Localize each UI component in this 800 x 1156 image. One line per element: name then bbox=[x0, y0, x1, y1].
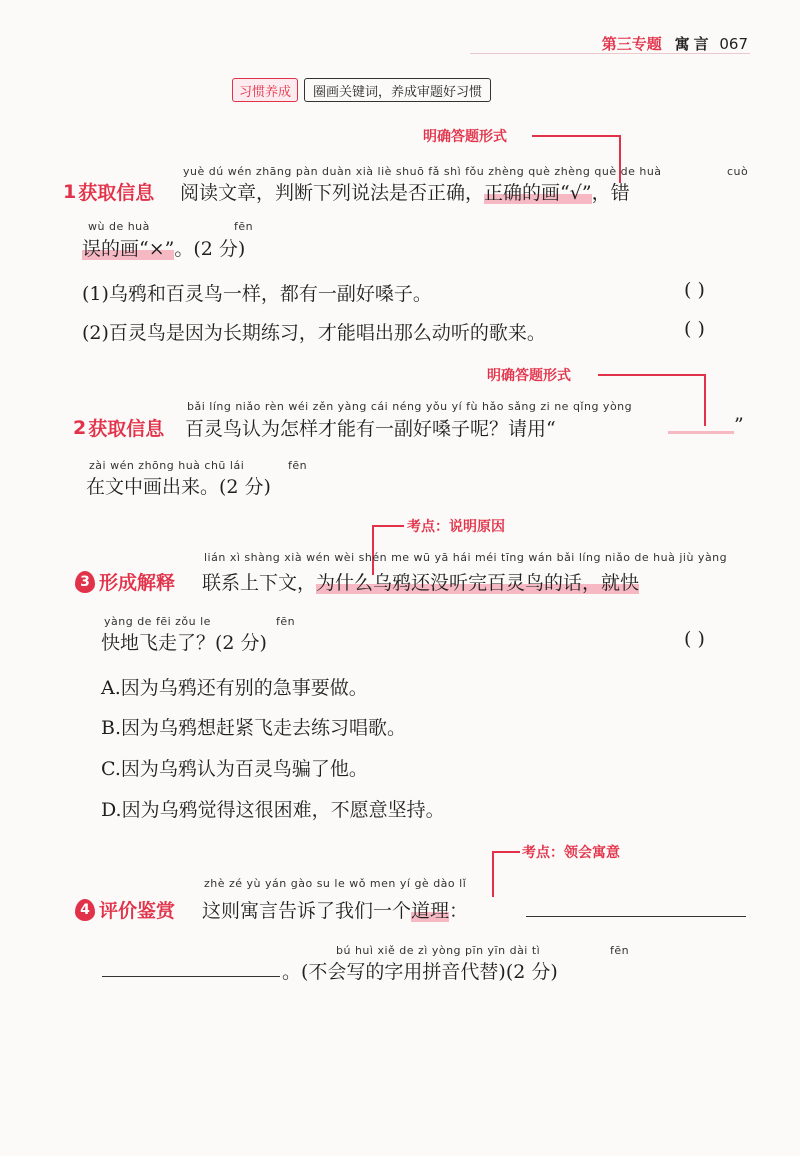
q1-item-1: (1)乌鸦和百灵鸟一样，都有一副好嗓子。 bbox=[82, 283, 432, 305]
tip-text: 圈画关键词，养成审题好习惯 bbox=[304, 78, 491, 102]
q1-pinyin-2: wù de huà bbox=[88, 220, 150, 233]
q1-stem2-b: 。(2 分) bbox=[174, 238, 246, 260]
q2-note: 明确答题形式 bbox=[487, 368, 571, 384]
q3-pinyin-1: lián xì shàng xià wén wèi shén me wū yā hái méi tīng wán bǎi líng niǎo de huà jiù yàng bbox=[204, 551, 728, 564]
page-number: 067 bbox=[719, 35, 748, 53]
q3-stem-line2: 快地飞走了？(2 分) bbox=[101, 632, 267, 654]
q3-label-text: 形成解释 bbox=[99, 572, 176, 594]
q2-stem-line2: 在文中画出来。(2 分) bbox=[86, 476, 271, 498]
q3-option-c[interactable]: C.因为乌鸦认为百灵鸟骗了他。 bbox=[101, 758, 368, 780]
q1-stem-line2 bbox=[82, 234, 245, 261]
q4-stem-b-highlight: 道理 bbox=[411, 900, 450, 922]
q1-item-2: (2)百灵鸟是因为长期练习，才能唱出那么动听的歌来。 bbox=[82, 322, 546, 344]
q2-number: 2 bbox=[73, 416, 87, 439]
q4-pinyin-1: zhè zé yù yán gào su le wǒ men yí gè dào lǐ bbox=[204, 877, 467, 890]
q4-note-arrow bbox=[492, 851, 520, 853]
q1-pinyin-1: yuè dú wén zhāng pàn duàn xià liè shuō fǎ shì fǒu zhèng què zhèng què de huà bbox=[183, 165, 662, 178]
header-divider bbox=[470, 53, 750, 54]
q1-stem2-highlight: 误的画“×” bbox=[82, 238, 175, 260]
q4-answer-line-1[interactable] bbox=[526, 916, 746, 917]
q3-stem-b-highlight: 为什么乌鸦还没听完百灵鸟的话，就快 bbox=[316, 572, 640, 594]
q2-pinyin-2b: fēn bbox=[288, 459, 308, 472]
q1-pinyin-1b: cuò bbox=[727, 165, 749, 178]
q3-pinyin-2b: fēn bbox=[276, 615, 296, 628]
q4-note: 考点：领会寓意 bbox=[522, 845, 620, 861]
q4-pinyin-2: bú huì xiě de zì yòng pīn yīn dài tì bbox=[336, 944, 541, 957]
q1-stem-a: 阅读文章，判断下列说法是否正确， bbox=[180, 182, 485, 204]
q3-stem-a: 联系上下文， bbox=[202, 572, 317, 594]
q1-label bbox=[63, 178, 154, 205]
q4-pinyin-2b: fēn bbox=[610, 944, 630, 957]
q4-stem-line1 bbox=[202, 896, 468, 923]
q1-label-text: 获取信息 bbox=[78, 182, 155, 204]
tip-tag: 习惯养成 bbox=[232, 78, 298, 102]
q3-option-b[interactable]: B.因为乌鸦想赶紧飞走去练习唱歌。 bbox=[101, 717, 407, 739]
q2-pinyin-2: zài wén zhōng huà chū lái bbox=[89, 459, 245, 472]
q1-note-arrow bbox=[532, 135, 620, 137]
q2-stem-line1: 百灵鸟认为怎样才能有一副好嗓子呢？请用“ bbox=[185, 418, 556, 440]
q2-pinyin-1: bǎi líng niǎo rèn wéi zěn yàng cái néng yǒu yí fù hǎo sǎng zi ne qǐng yòng bbox=[187, 400, 633, 413]
q3-option-d[interactable]: D.因为乌鸦觉得这很困难，不愿意坚持。 bbox=[101, 799, 445, 821]
q2-label bbox=[73, 414, 164, 441]
q2-label-text: 获取信息 bbox=[88, 418, 165, 440]
q1-pinyin-2b: fēn bbox=[234, 220, 254, 233]
chapter-title: 寓言 bbox=[674, 35, 713, 53]
q1-stem-c: ，错 bbox=[591, 182, 630, 204]
q1-number: 1 bbox=[63, 180, 77, 203]
q1-note: 明确答题形式 bbox=[423, 129, 507, 145]
q3-answer[interactable]: ( ) bbox=[684, 628, 705, 650]
q4-stem-c: ： bbox=[449, 900, 469, 922]
q4-answer-line-2[interactable] bbox=[102, 976, 280, 977]
q3-option-a[interactable]: A.因为乌鸦还有别的急事要做。 bbox=[101, 677, 368, 699]
q1-stem-line1 bbox=[180, 178, 630, 205]
q3-label bbox=[75, 568, 175, 595]
q1-item-1-answer[interactable]: ( ) bbox=[684, 279, 705, 301]
section-label: 第三专题 bbox=[601, 35, 662, 53]
q3-note-arrow bbox=[372, 525, 404, 527]
q3-number-badge: 3 bbox=[75, 571, 95, 593]
q2-note-connector bbox=[704, 374, 706, 426]
q4-label-text: 评价鉴赏 bbox=[99, 900, 176, 922]
q3-pinyin-2: yàng de fēi zǒu le bbox=[104, 615, 211, 628]
q4-stem-a: 这则寓言告诉了我们一个 bbox=[202, 900, 412, 922]
q2-stem-end: ” bbox=[734, 414, 744, 436]
page-header bbox=[602, 33, 748, 54]
habit-tip bbox=[232, 78, 491, 102]
q4-stem-line2: 。(不会写的字用拼音代替)(2 分) bbox=[282, 961, 558, 983]
q2-note-arrow bbox=[598, 374, 705, 376]
q4-note-connector bbox=[492, 851, 494, 897]
q3-note: 考点：说明原因 bbox=[407, 519, 505, 535]
q3-stem-line1 bbox=[202, 568, 639, 595]
q4-number-badge: 4 bbox=[75, 899, 95, 921]
q1-stem-b-highlight: 正确的画“√” bbox=[484, 182, 592, 204]
q1-item-2-answer[interactable]: ( ) bbox=[684, 318, 705, 340]
q4-label bbox=[75, 896, 175, 923]
q2-answer-blank[interactable] bbox=[668, 431, 734, 434]
